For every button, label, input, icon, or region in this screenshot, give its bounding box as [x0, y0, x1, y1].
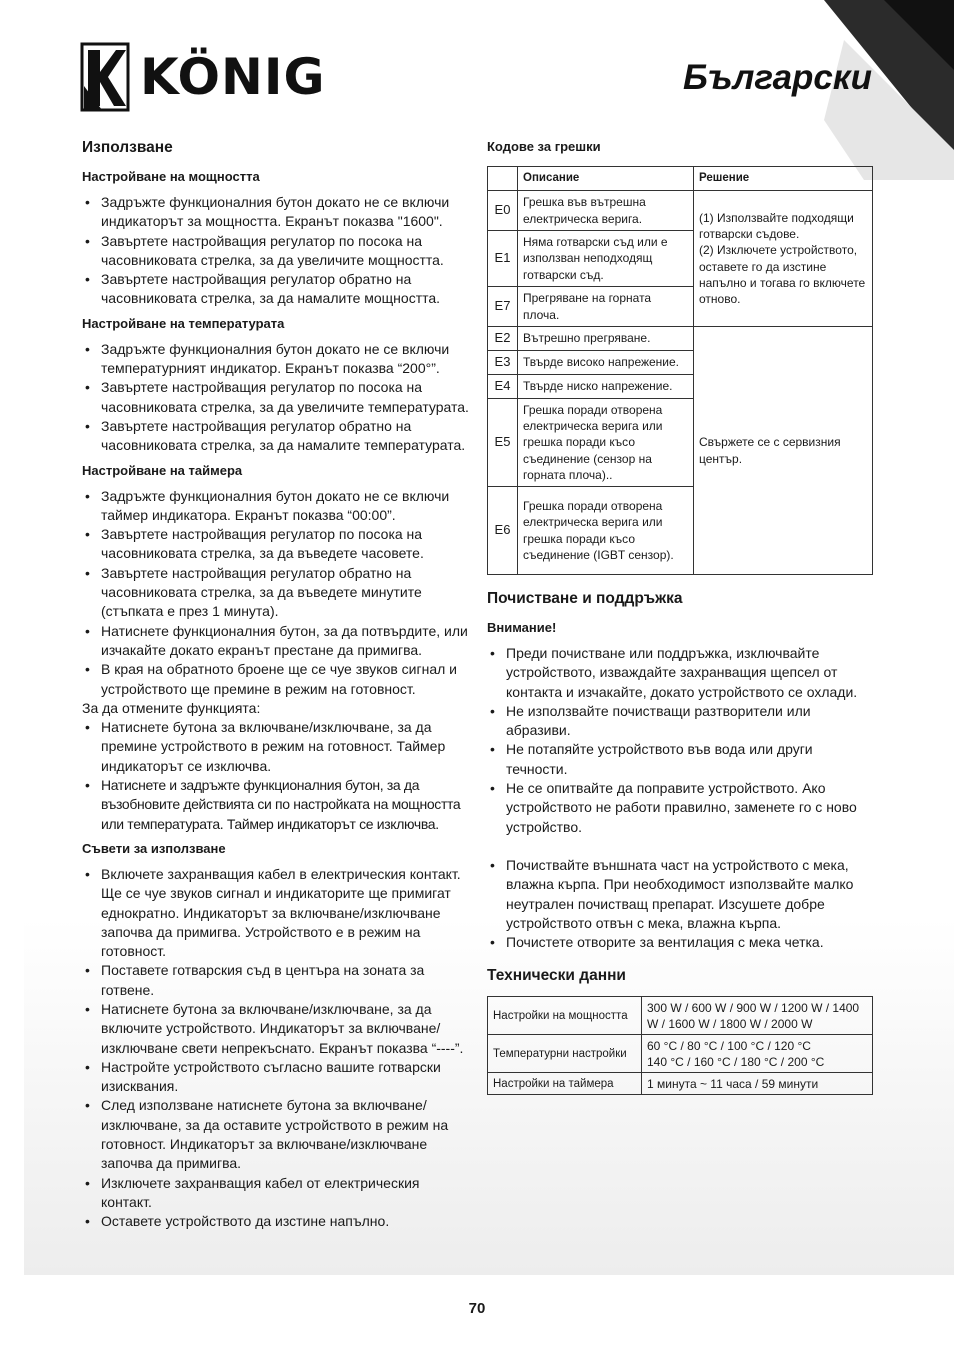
table-row	[488, 1035, 873, 1073]
error-description: Твърде ниско напрежение.	[518, 375, 694, 399]
list-item: • Включете захранващия кабел в електрическия контакт. Ще се чуе звуков сигнал и индикаторите ще примигат еднократно. Индикаторът за включване/изключване започва да примигва. Устройството е в режим на готовност.	[82, 865, 472, 961]
table-row	[488, 1073, 873, 1095]
list-item: • Задръжте функционалния бутон докато не се включи таймер индикатора. Екранът показва “00:00”.	[82, 487, 472, 526]
list-item: • Завъртете настройващия регулатор по посока на часовниковата стрелка, за да увеличите температурата.	[82, 378, 472, 417]
list-item: • Завъртете настройващия регулатор обратно на часовниковата стрелка, за да намалите мощността.	[82, 270, 472, 309]
page-number: 70	[468, 1300, 486, 1317]
timer-cancel-intro: За да отмените функцията:	[82, 699, 261, 716]
list-item: • Натиснете функционалния бутон, за да потвърдите, или изчакайте докато екранът престане да примигва.	[82, 622, 472, 661]
cleaning-list-2	[487, 856, 875, 952]
tips-list	[82, 865, 472, 1232]
error-solution: (1) Използвайте подходящи готварски съдове. (2) Изключете устройството, оставете го да изстине напълно и тогава го включете отново.	[694, 191, 873, 327]
cleaning-warning: Внимание!	[487, 620, 557, 635]
list-item: • Не използвайте почистващи разтворители или абразиви.	[487, 702, 875, 741]
error-code: E2	[488, 327, 518, 351]
error-description: Твърде високо напрежение.	[518, 351, 694, 375]
list-item: • Завъртете настройващия регулатор по посока на часовниковата стрелка, за да въведете часовете.	[82, 525, 472, 564]
brand-wordmark: KÖNIG	[140, 48, 326, 106]
list-item: • Почистете отворите за вентилация с мека четка.	[487, 933, 875, 952]
table-row	[488, 327, 873, 351]
timer-title: Настройване на таймера	[82, 462, 243, 478]
list-item: • Изключете захранващия кабел от електрическия контакт.	[82, 1174, 472, 1213]
table-row	[488, 997, 873, 1035]
usage-heading: Използване	[82, 139, 173, 156]
table-header-description: Описание	[518, 167, 694, 191]
list-item: • Завъртете настройващия регулатор обратно на часовниковата стрелка, за да въведете минутите (стъпката е през 1 минута).	[82, 564, 472, 622]
brand-logo	[80, 42, 326, 112]
list-item: • След използване натиснете бутона за включване/изключване, за да оставите устройството в режим на готовност. Индикаторът за включване/изключване започва да примигва.	[82, 1096, 472, 1173]
power-title: Настройване на мощността	[82, 169, 260, 184]
error-description: Прегряване на горната плоча.	[518, 287, 694, 327]
tips-title: Съвети за използване	[82, 840, 226, 856]
error-code: E5	[488, 399, 518, 487]
cleaning-heading: Почистване и поддръжка	[487, 590, 683, 607]
list-item: • Не потапяйте устройството във вода или други течности.	[487, 740, 875, 779]
tech-key: Температурни настройки	[488, 1035, 642, 1073]
error-code: E4	[488, 375, 518, 399]
table-header-row	[488, 167, 873, 191]
tech-heading: Технически данни	[487, 967, 626, 985]
error-description: Няма готварски съд или е използван неподходящ готварски съд.	[518, 231, 694, 287]
error-description: Грешка поради отворена електрическа верига или грешка поради късо съединение (сензор на горната плоча)..	[518, 399, 694, 487]
error-description: Вътрешно прегряване.	[518, 327, 694, 351]
cleaning-list	[487, 644, 875, 837]
table-row	[488, 191, 873, 231]
list-item: • Натиснете бутона за включване/изключване, за да премине устройството в режим на готовност. Таймер индикаторът се изключва.	[82, 718, 472, 776]
tech-value: 60 °C / 80 °C / 100 °C / 120 °C 140 °C / 160 °C / 180 °C / 200 °C	[642, 1035, 873, 1073]
error-code: E0	[488, 191, 518, 231]
tech-key: Настройки на таймера	[488, 1073, 642, 1095]
temperature-list	[82, 340, 472, 456]
right-column	[487, 138, 875, 1095]
list-item: • Почиствайте външната част на устройството с мека, влажна кърпа. При необходимост използвайте малко неутрален почистващ препарат. Изсушете добре устройството отвън с мека, влажна кърпа.	[487, 856, 875, 933]
temperature-title: Настройване на температурата	[82, 315, 285, 331]
error-description: Грешка поради отворена електрическа верига или грешка поради късо съединение (IGBT сензор).	[518, 487, 694, 575]
error-code: E6	[488, 487, 518, 575]
timer-list	[82, 487, 472, 699]
error-solution: Свържете се с сервизния център.	[694, 327, 873, 575]
list-item: • Не се опитвайте да поправите устройството. Ако устройството не работи правилно, заменете го с ново устройство.	[487, 779, 875, 837]
error-codes-table	[487, 166, 873, 575]
power-list	[82, 193, 472, 309]
list-item: • Натиснете бутона за включване/изключване, за да включите устройството. Индикаторът за включване/изключване свети непрекъснато. Екранът показва “----”.	[82, 1000, 472, 1058]
table-header-code	[488, 167, 518, 191]
list-item: • Завъртете настройващия регулатор по посока на часовниковата стрелка, за да увеличите мощността.	[82, 232, 472, 271]
error-code: E1	[488, 231, 518, 287]
left-column	[82, 138, 472, 1238]
error-code: E3	[488, 351, 518, 375]
list-item: • Настройте устройството съгласно вашите готварски изисквания.	[82, 1058, 472, 1097]
timer-cancel-list	[82, 718, 472, 834]
error-description: Грешка във вътрешна електрическа верига.	[518, 191, 694, 231]
konig-logo-icon	[80, 42, 130, 112]
list-item: • Оставете устройството да изстине напълно.	[82, 1212, 472, 1231]
error-code: E7	[488, 287, 518, 327]
list-item: • Преди почистване или поддръжка, изключвайте устройството, изваждайте захранващия щепсел от контакта и изчакайте, докато устройството се охлади.	[487, 644, 875, 702]
list-item: • Поставете готварския съд в центъра на зоната за готвене.	[82, 961, 472, 1000]
list-item: • В края на обратното броене ще се чуе звуков сигнал и устройството ще премине в режим на готовност.	[82, 660, 472, 699]
tech-data-table	[487, 996, 873, 1095]
list-item: • Натиснете и задръжте функционалния бутон, за да възобновите действията си по настройката на мощността или температурата. Таймер индикаторът се изключва.	[82, 776, 472, 834]
language-title: Български	[683, 58, 872, 97]
list-item: • Задръжте функционалния бутон докато не се включи индикаторът за мощността. Екранът показва "1600".	[82, 193, 472, 232]
table-header-solution: Решение	[694, 167, 873, 191]
list-item: • Завъртете настройващия регулатор обратно на часовниковата стрелка, за да намалите температурата.	[82, 417, 472, 456]
tech-value: 300 W / 600 W / 900 W / 1200 W / 1400 W / 1600 W / 1800 W / 2000 W	[642, 997, 873, 1035]
tech-key: Настройки на мощността	[488, 997, 642, 1035]
list-item: • Задръжте функционалния бутон докато не се включи температурният индикатор. Екранът показва “200°”.	[82, 340, 472, 379]
error-codes-title: Кодове за грешки	[487, 139, 601, 154]
tech-value: 1 минута ~ 11 часа / 59 минути	[642, 1073, 873, 1095]
